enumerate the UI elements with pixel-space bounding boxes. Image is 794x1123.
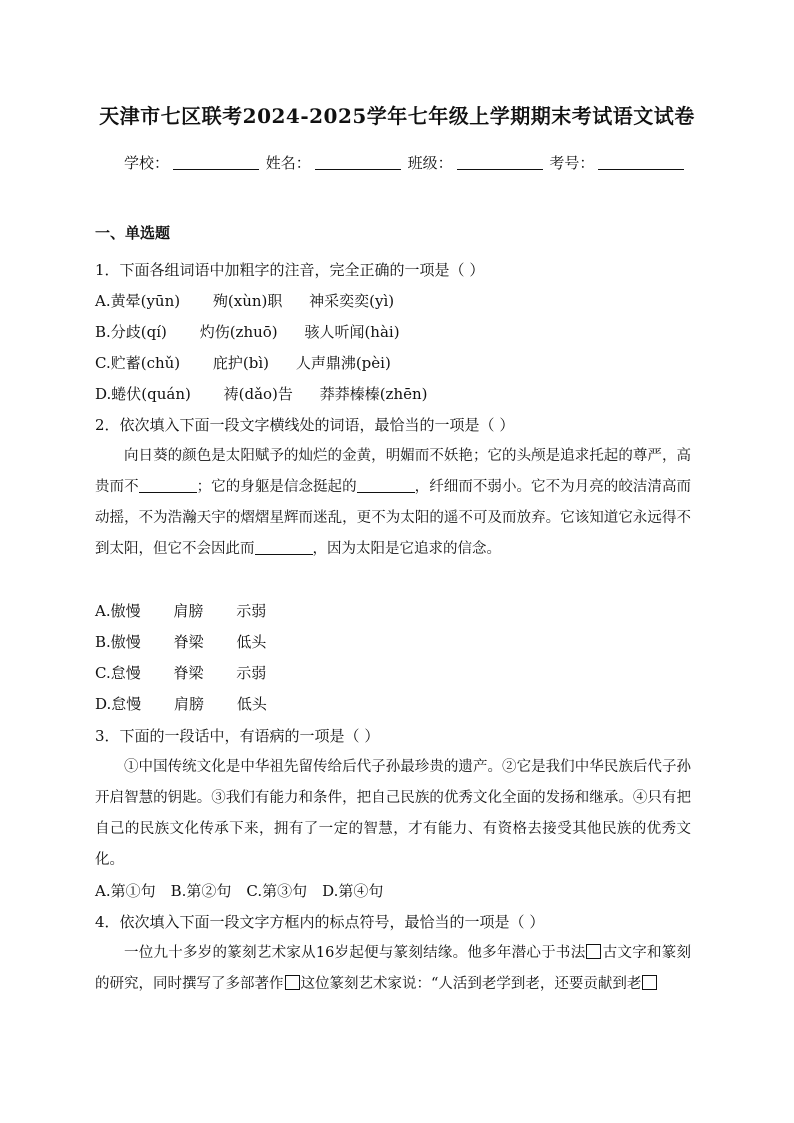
school-blank[interactable] bbox=[173, 155, 259, 170]
q1-a-word1: A.黄晕(yūn) bbox=[95, 292, 181, 310]
q2-c-word1: C.怠慢 bbox=[95, 664, 141, 682]
q3-stem: 3．下面的一段话中，有语病的一项是（ ） bbox=[95, 727, 380, 745]
q1-option-d[interactable] bbox=[95, 383, 428, 404]
q4-passage bbox=[95, 938, 691, 1000]
q4-box-3[interactable] bbox=[642, 975, 657, 990]
q3-passage: ①中国传统文化是中华祖先留传给后代子孙最珍贵的遗产。②它是我们中华民族后代子孙开启智慧的钥匙。③我们有能力和条件，把自己民族的优秀文化全面的发扬和继承。④只有把自己的民族文化传承下来，拥有了一定的智慧，才有能力、有资格去接受其他民族的优秀文化。 bbox=[95, 759, 691, 868]
q2-option-d[interactable] bbox=[95, 693, 267, 714]
q2-a-word3: 示弱 bbox=[236, 602, 267, 620]
q2-c-word2: 脊梁 bbox=[173, 664, 204, 682]
q1-d-word1: D.蜷伏(quán) bbox=[95, 385, 191, 403]
q2-b-word2: 脊梁 bbox=[173, 633, 204, 651]
q2-a-word2: 肩膀 bbox=[173, 602, 204, 620]
q2-blank-2[interactable] bbox=[357, 478, 415, 493]
q1-d-word3: 莽莽榛榛(zhēn) bbox=[319, 385, 428, 403]
q1-a-word3: 神采奕奕(yì) bbox=[309, 292, 395, 310]
q1-option-c[interactable] bbox=[95, 352, 391, 373]
name-blank[interactable] bbox=[315, 155, 401, 170]
q4-box-2[interactable] bbox=[285, 975, 300, 990]
q1-stem: 1．下面各组词语中加粗字的注音，完全正确的一项是（ ） bbox=[95, 261, 485, 279]
q1-c-word2: 庇护(bì) bbox=[212, 354, 270, 372]
class-label: 班级： bbox=[407, 154, 453, 172]
q2-passage-part2: ；它的身躯是信念挺起的 bbox=[196, 479, 357, 495]
name-label: 姓名： bbox=[265, 154, 311, 172]
q1-d-word2: 祷(dǎo)告 bbox=[223, 385, 293, 403]
q1-option-b[interactable] bbox=[95, 321, 400, 342]
q2-blank-1[interactable] bbox=[139, 478, 197, 493]
q2-blank-3[interactable] bbox=[255, 540, 313, 555]
q2-a-word1: A.傲慢 bbox=[95, 602, 141, 620]
q2-option-a[interactable] bbox=[95, 600, 266, 621]
q2-passage-part3: ，纤细而不弱小。它不为月亮的皎洁清高而动摇，不为浩瀚天宇的熠熠星辉而迷乱，更不为太阳的遥不可及而放弃。它该知道它永远得不到太阳，但它不会因此而 bbox=[95, 479, 692, 557]
page-title: 天津市七区联考2024-2025学年七年级上学期期末考试语文试卷 bbox=[99, 104, 695, 128]
q1-b-word3: 骇人听闻(hài) bbox=[304, 323, 400, 341]
q2-stem: 2．依次填入下面一段文字横线处的词语，最恰当的一项是（ ） bbox=[95, 416, 515, 434]
q1-c-word1: C.贮蓄(chǔ) bbox=[95, 354, 181, 372]
q4-passage-part1: 一位九十多岁的篆刻艺术家从16岁起便与篆刻结缘。他多年潜心于书法 bbox=[124, 945, 586, 961]
q1-b-word2: 灼伤(zhuō) bbox=[199, 323, 278, 341]
q4-passage-part2: 古文字和篆刻的研究，同时撰写了多部著作 bbox=[95, 945, 692, 992]
q4-passage-part3: 这位篆刻艺术家说：“人活到老学到老，还要贡献到老 bbox=[300, 976, 642, 992]
number-blank[interactable] bbox=[598, 155, 684, 170]
q2-b-word1: B.傲慢 bbox=[95, 633, 141, 651]
q2-option-c[interactable] bbox=[95, 662, 266, 683]
q4-box-1[interactable] bbox=[586, 944, 601, 959]
q2-d-word2: 肩膀 bbox=[174, 695, 205, 713]
q2-option-b[interactable] bbox=[95, 631, 266, 652]
q4-stem: 4．依次填入下面一段文字方框内的标点符号，最恰当的一项是（ ） bbox=[95, 913, 545, 931]
q1-option-a[interactable] bbox=[95, 290, 394, 311]
q2-d-word1: D.怠慢 bbox=[95, 695, 142, 713]
q2-passage-part1: 向日葵的颜色是太阳赋予的灿烂的金黄，明媚而不妖艳；它的头颅是追求托起的尊严，高贵而不 bbox=[95, 448, 691, 495]
school-label: 学校： bbox=[124, 154, 170, 172]
class-blank[interactable] bbox=[457, 155, 543, 170]
q1-c-word3: 人声鼎沸(pèi) bbox=[295, 354, 391, 372]
q1-a-word2: 殉(xùn)职 bbox=[212, 292, 283, 310]
section-heading: 一、单选题 bbox=[95, 224, 171, 242]
q1-b-word1: B.分歧(qí) bbox=[95, 323, 167, 341]
q2-c-word3: 示弱 bbox=[236, 664, 267, 682]
q2-d-word3: 低头 bbox=[236, 695, 267, 713]
q2-b-word3: 低头 bbox=[236, 633, 267, 651]
q2-passage bbox=[95, 441, 691, 565]
student-info-row bbox=[124, 152, 686, 173]
number-label: 考号： bbox=[549, 154, 595, 172]
q3-options[interactable]: A.第①句 B.第②句 C.第③句 D.第④句 bbox=[95, 882, 384, 900]
q2-passage-part4: ，因为太阳是它追求的信念。 bbox=[312, 541, 501, 557]
